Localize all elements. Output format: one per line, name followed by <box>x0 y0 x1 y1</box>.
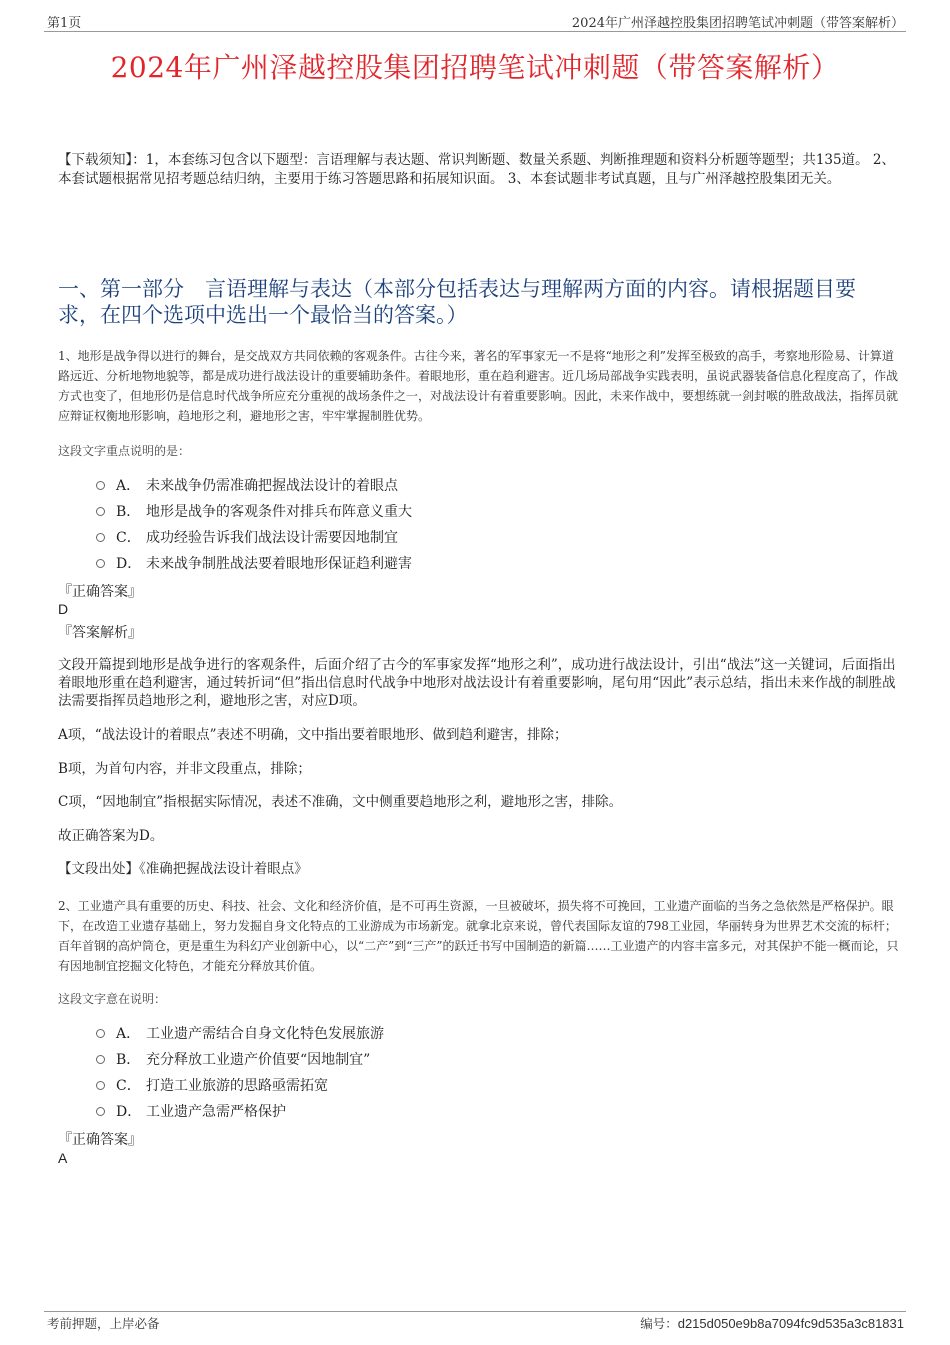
analysis-paragraph: B项，为首句内容，并非文段重点，排除； <box>58 761 311 777</box>
question-1-option-c[interactable] <box>96 528 398 548</box>
correct-answer-label: 『正确答案』 <box>58 1132 142 1148</box>
analysis-paragraph: C项，“因地制宜”指根据实际情况，表述不准确，文中侧重要趋地形之利，避地形之害，排除。 <box>58 794 623 810</box>
option-text: 打造工业旅游的思路亟需拓宽 <box>146 1078 328 1094</box>
option-text: 工业遗产急需严格保护 <box>146 1104 286 1120</box>
question-2-text: 2、工业遗产具有重要的历史、科技、社会、文化和经济价值，是不可再生资源，一旦被破坏，损失将不可挽回，工业遗产面临的当务之急依然是严格保护。眼下，在改造工业遗存基础上，努力发掘自身文化特点的工业游成为市场新宠。就拿北京来说，曾代表国际友谊的798工业园，华丽转身为世界艺术交流的标杆；百年首钢的高炉筒仓，更是重生为科幻产业创新中心，以“二产”到“三产”的跃迁书写中国制造的新篇……工业遗产的内容丰富多元，对其保护不能一概而论，只有因地制宜挖掘文化特色，才能充分释放其价值。 <box>58 899 899 973</box>
question-2-option-a[interactable] <box>96 1024 384 1044</box>
source-citation: 【文段出处】《准确把握战法设计着眼点》 <box>58 861 308 877</box>
option-letter: D． <box>116 556 142 572</box>
option-letter: A． <box>116 1026 141 1042</box>
question-1-option-d[interactable] <box>96 554 412 574</box>
question-2-option-c[interactable] <box>96 1076 328 1096</box>
option-text: 地形是战争的客观条件对排兵布阵意义重大 <box>146 504 412 520</box>
option-letter: B． <box>116 504 141 520</box>
option-text: 充分释放工业遗产价值要“因地制宜” <box>146 1052 371 1068</box>
radio-icon[interactable] <box>96 481 105 490</box>
radio-icon[interactable] <box>96 559 105 568</box>
option-letter: C． <box>116 1078 141 1094</box>
code-value: d215d050e9b8a7094fc9d535a3c81831 <box>677 1316 904 1331</box>
option-text: 未来战争制胜战法要着眼地形保证趋利避害 <box>146 556 412 572</box>
question-2-option-b[interactable] <box>96 1050 370 1070</box>
option-text: 工业遗产需结合自身文化特色发展旅游 <box>146 1026 384 1042</box>
document-title: 2024年广州泽越控股集团招聘笔试冲刺题（带答案解析） <box>110 51 840 84</box>
radio-icon[interactable] <box>96 507 105 516</box>
radio-icon[interactable] <box>96 1081 105 1090</box>
option-letter: A． <box>116 478 141 494</box>
correct-answer-value: D <box>58 601 69 617</box>
footer-rule <box>44 1311 906 1312</box>
radio-icon[interactable] <box>96 533 105 542</box>
option-text: 成功经验告诉我们战法设计需要因地制宜 <box>146 530 398 546</box>
radio-icon[interactable] <box>96 1055 105 1064</box>
radio-icon[interactable] <box>96 1107 105 1116</box>
option-letter: C． <box>116 530 141 546</box>
option-letter: B． <box>116 1052 141 1068</box>
analysis-label: 『答案解析』 <box>58 625 142 641</box>
radio-icon[interactable] <box>96 1029 105 1038</box>
question-1-text: 1、地形是战争得以进行的舞台，是交战双方共同依赖的客观条件。古往今来，著名的军事家无一不是将“地形之利”发挥至极致的高手，考察地形险易、计算道路远近、分析地物地貌等，都是成功进行战法设计的重要辅助条件。着眼地形，重在趋利避害。近几场局部战争实践表明，虽说武器装备信息化程度高了，作战方式也变了，但地形仍是信息时代战争所应充分重视的战场条件之一，对战法设计有着重要影响。因此，未来作战中，要想练就一剑封喉的胜敌战法，指挥员就应辩证权衡地形影响，趋地形之利，避地形之害，牢牢掌握制胜优势。 <box>58 349 899 423</box>
question-2-option-d[interactable] <box>96 1102 286 1122</box>
question-1-prompt: 这段文字重点说明的是： <box>58 444 191 458</box>
question-1-option-a[interactable] <box>96 476 398 496</box>
footer-document-code <box>640 1314 904 1332</box>
section-heading: 一、第一部分 言语理解与表达（本部分包括表达与理解两方面的内容。请根据题目要求，在四个选项中选出一个最恰当的答案。） <box>58 277 856 327</box>
analysis-paragraph: 文段开篇提到地形是战争进行的客观条件，后面介绍了古今的军事家发挥“地形之利”，成功进行战法设计，引出“战法”这一关键词，后面指出着眼地形重在趋利避害，通过转折词“但”指出信息时代战争中地形对战法设计有着重要影响，尾句用“因此”表示总结，指出未来作战的制胜战法需要指挥员趋地形之利，避地形之害，对应D项。 <box>58 657 896 709</box>
analysis-paragraph: 故正确答案为D。 <box>58 828 164 844</box>
option-letter: D． <box>116 1104 142 1120</box>
correct-answer-label: 『正确答案』 <box>58 584 142 600</box>
download-notice: 【下载须知】：1，本套练习包含以下题型：言语理解与表达题、常识判断题、数量关系题、判断推理题和资料分析题等题型；共135道。 2、本套试题根据常见招考题总结归纳，主要用于练习答题思路和拓展知识面。 3、本套试题非考试真题，且与广州泽越控股集团无关。 <box>58 152 895 187</box>
question-1-option-b[interactable] <box>96 502 412 522</box>
page-number: 第1页 <box>47 16 82 31</box>
correct-answer-value: A <box>58 1150 68 1166</box>
running-header-title: 2024年广州泽越控股集团招聘笔试冲刺题（带答案解析） <box>571 16 904 31</box>
header-rule <box>44 31 906 32</box>
analysis-paragraph: A项，“战法设计的着眼点”表述不明确，文中指出要着眼地形、做到趋利避害，排除； <box>58 727 568 743</box>
footer-slogan: 考前押题，上岸必备 <box>47 1316 160 1331</box>
question-2-prompt: 这段文字意在说明： <box>58 992 167 1006</box>
code-label: 编号： <box>640 1316 678 1331</box>
option-text: 未来战争仍需准确把握战法设计的着眼点 <box>146 478 398 494</box>
